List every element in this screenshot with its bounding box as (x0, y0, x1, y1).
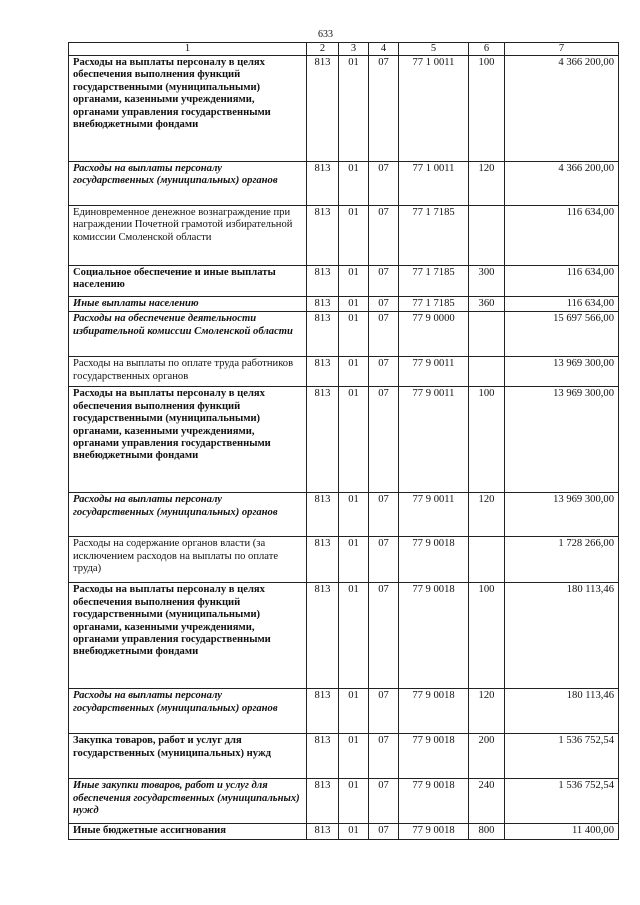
table-row (69, 583, 619, 689)
row-name-cell: Расходы на выплаты персоналу государственных (муниципальных) органов (69, 493, 307, 537)
table-row (69, 297, 619, 312)
row-name-cell: Расходы на выплаты персоналу в целях обеспечения выполнения функций государственными (муниципальными) органами, казенными учреждениями, органами управления государственными внебюджетными фондами (69, 583, 307, 689)
row-section-code: 01 (339, 266, 369, 297)
row-target-article: 77 9 0011 (399, 493, 469, 537)
row-expense-type (469, 357, 505, 387)
row-expense-type (469, 537, 505, 583)
row-subsection-code: 07 (369, 297, 399, 312)
row-subsection-code: 07 (369, 266, 399, 297)
table-row (69, 824, 619, 839)
row-expense-type (469, 206, 505, 266)
table-row (69, 266, 619, 297)
row-expense-type: 100 (469, 583, 505, 689)
row-admin-code: 813 (307, 312, 339, 357)
row-name-cell: Расходы на выплаты персоналу государственных (муниципальных) органов (69, 162, 307, 206)
row-section-code: 01 (339, 387, 369, 493)
row-subsection-code: 07 (369, 312, 399, 357)
row-target-article: 77 1 0011 (399, 56, 469, 162)
row-subsection-code: 07 (369, 357, 399, 387)
table-row (69, 734, 619, 779)
row-expense-type: 200 (469, 734, 505, 779)
row-subsection-code: 07 (369, 734, 399, 779)
row-name-cell: Расходы на обеспечение деятельности избирательной комиссии Смоленской области (69, 312, 307, 357)
row-expense-type: 240 (469, 779, 505, 824)
header-col-3: 3 (339, 43, 369, 56)
row-amount: 180 113,46 (505, 689, 619, 734)
row-section-code: 01 (339, 689, 369, 734)
row-subsection-code: 07 (369, 493, 399, 537)
row-section-code: 01 (339, 206, 369, 266)
row-section-code: 01 (339, 56, 369, 162)
row-amount: 13 969 300,00 (505, 387, 619, 493)
row-expense-type: 300 (469, 266, 505, 297)
row-admin-code: 813 (307, 206, 339, 266)
table-row (69, 162, 619, 206)
row-expense-type: 120 (469, 689, 505, 734)
row-name-cell: Расходы на выплаты персоналу в целях обеспечения выполнения функций государственными (муниципальными) органами, казенными учреждениями, органами управления государственными внебюджетными фондами (69, 56, 307, 162)
row-expense-type: 360 (469, 297, 505, 312)
row-section-code: 01 (339, 357, 369, 387)
row-target-article: 77 9 0018 (399, 689, 469, 734)
row-admin-code: 813 (307, 689, 339, 734)
table-body (69, 56, 619, 840)
row-admin-code: 813 (307, 162, 339, 206)
row-amount: 116 634,00 (505, 206, 619, 266)
row-subsection-code: 07 (369, 779, 399, 824)
row-target-article: 77 1 0011 (399, 162, 469, 206)
row-amount: 116 634,00 (505, 297, 619, 312)
row-target-article: 77 1 7185 (399, 297, 469, 312)
header-col-7: 7 (505, 43, 619, 56)
row-expense-type: 800 (469, 824, 505, 839)
row-subsection-code: 07 (369, 583, 399, 689)
row-section-code: 01 (339, 583, 369, 689)
row-subsection-code: 07 (369, 824, 399, 839)
row-admin-code: 813 (307, 357, 339, 387)
row-amount: 13 969 300,00 (505, 493, 619, 537)
row-amount: 15 697 566,00 (505, 312, 619, 357)
row-name-cell: Единовременное денежное вознаграждение при награждении Почетной грамотой избирательной комиссии Смоленской области (69, 206, 307, 266)
table-row (69, 537, 619, 583)
table-row (69, 312, 619, 357)
table-row (69, 357, 619, 387)
row-amount: 116 634,00 (505, 266, 619, 297)
row-admin-code: 813 (307, 493, 339, 537)
row-subsection-code: 07 (369, 56, 399, 162)
row-amount: 1 536 752,54 (505, 734, 619, 779)
row-target-article: 77 1 7185 (399, 266, 469, 297)
header-col-6: 6 (469, 43, 505, 56)
row-amount: 1 728 266,00 (505, 537, 619, 583)
row-target-article: 77 9 0011 (399, 387, 469, 493)
row-expense-type: 100 (469, 387, 505, 493)
row-admin-code: 813 (307, 734, 339, 779)
row-name-cell: Иные выплаты населению (69, 297, 307, 312)
row-amount: 4 366 200,00 (505, 56, 619, 162)
row-subsection-code: 07 (369, 537, 399, 583)
row-target-article: 77 1 7185 (399, 206, 469, 266)
row-expense-type: 120 (469, 493, 505, 537)
row-section-code: 01 (339, 734, 369, 779)
row-section-code: 01 (339, 824, 369, 839)
row-target-article: 77 9 0011 (399, 357, 469, 387)
row-section-code: 01 (339, 537, 369, 583)
row-target-article: 77 9 0018 (399, 583, 469, 689)
header-col-1: 1 (69, 43, 307, 56)
header-col-5: 5 (399, 43, 469, 56)
row-name-cell: Расходы на выплаты персоналу в целях обеспечения выполнения функций государственными (муниципальными) органами, казенными учреждениями, органами управления государственными внебюджетными фондами (69, 387, 307, 493)
row-name-cell: Расходы на выплаты по оплате труда работников государственных органов (69, 357, 307, 387)
row-expense-type: 120 (469, 162, 505, 206)
row-name-cell: Закупка товаров, работ и услуг для государственных (муниципальных) нужд (69, 734, 307, 779)
row-admin-code: 813 (307, 824, 339, 839)
row-admin-code: 813 (307, 537, 339, 583)
row-subsection-code: 07 (369, 162, 399, 206)
row-admin-code: 813 (307, 297, 339, 312)
row-amount: 1 536 752,54 (505, 779, 619, 824)
table-row (69, 387, 619, 493)
row-target-article: 77 9 0018 (399, 824, 469, 839)
budget-table (68, 42, 619, 840)
row-section-code: 01 (339, 297, 369, 312)
row-section-code: 01 (339, 312, 369, 357)
row-name-cell: Расходы на выплаты персоналу государственных (муниципальных) органов (69, 689, 307, 734)
row-amount: 4 366 200,00 (505, 162, 619, 206)
row-subsection-code: 07 (369, 689, 399, 734)
table-row (69, 779, 619, 824)
row-admin-code: 813 (307, 387, 339, 493)
row-target-article: 77 9 0000 (399, 312, 469, 357)
row-name-cell: Иные бюджетные ассигнования (69, 824, 307, 839)
row-target-article: 77 9 0018 (399, 537, 469, 583)
row-amount: 13 969 300,00 (505, 357, 619, 387)
row-admin-code: 813 (307, 56, 339, 162)
table-row (69, 206, 619, 266)
row-subsection-code: 07 (369, 206, 399, 266)
row-name-cell: Социальное обеспечение и иные выплаты населению (69, 266, 307, 297)
row-section-code: 01 (339, 162, 369, 206)
header-col-2: 2 (307, 43, 339, 56)
row-amount: 11 400,00 (505, 824, 619, 839)
row-name-cell: Иные закупки товаров, работ и услуг для обеспечения государственных (муниципальных) нужд (69, 779, 307, 824)
table-row (69, 689, 619, 734)
row-admin-code: 813 (307, 266, 339, 297)
row-name-cell: Расходы на содержание органов власти (за исключением расходов на выплаты по оплате труда) (69, 537, 307, 583)
header-row (69, 43, 619, 56)
row-admin-code: 813 (307, 779, 339, 824)
row-subsection-code: 07 (369, 387, 399, 493)
row-admin-code: 813 (307, 583, 339, 689)
row-target-article: 77 9 0018 (399, 779, 469, 824)
row-section-code: 01 (339, 493, 369, 537)
row-target-article: 77 9 0018 (399, 734, 469, 779)
page-number: 633 (318, 29, 333, 40)
header-col-4: 4 (369, 43, 399, 56)
row-section-code: 01 (339, 779, 369, 824)
row-amount: 180 113,46 (505, 583, 619, 689)
row-expense-type: 100 (469, 56, 505, 162)
table-row (69, 493, 619, 537)
row-expense-type (469, 312, 505, 357)
table-row (69, 56, 619, 162)
